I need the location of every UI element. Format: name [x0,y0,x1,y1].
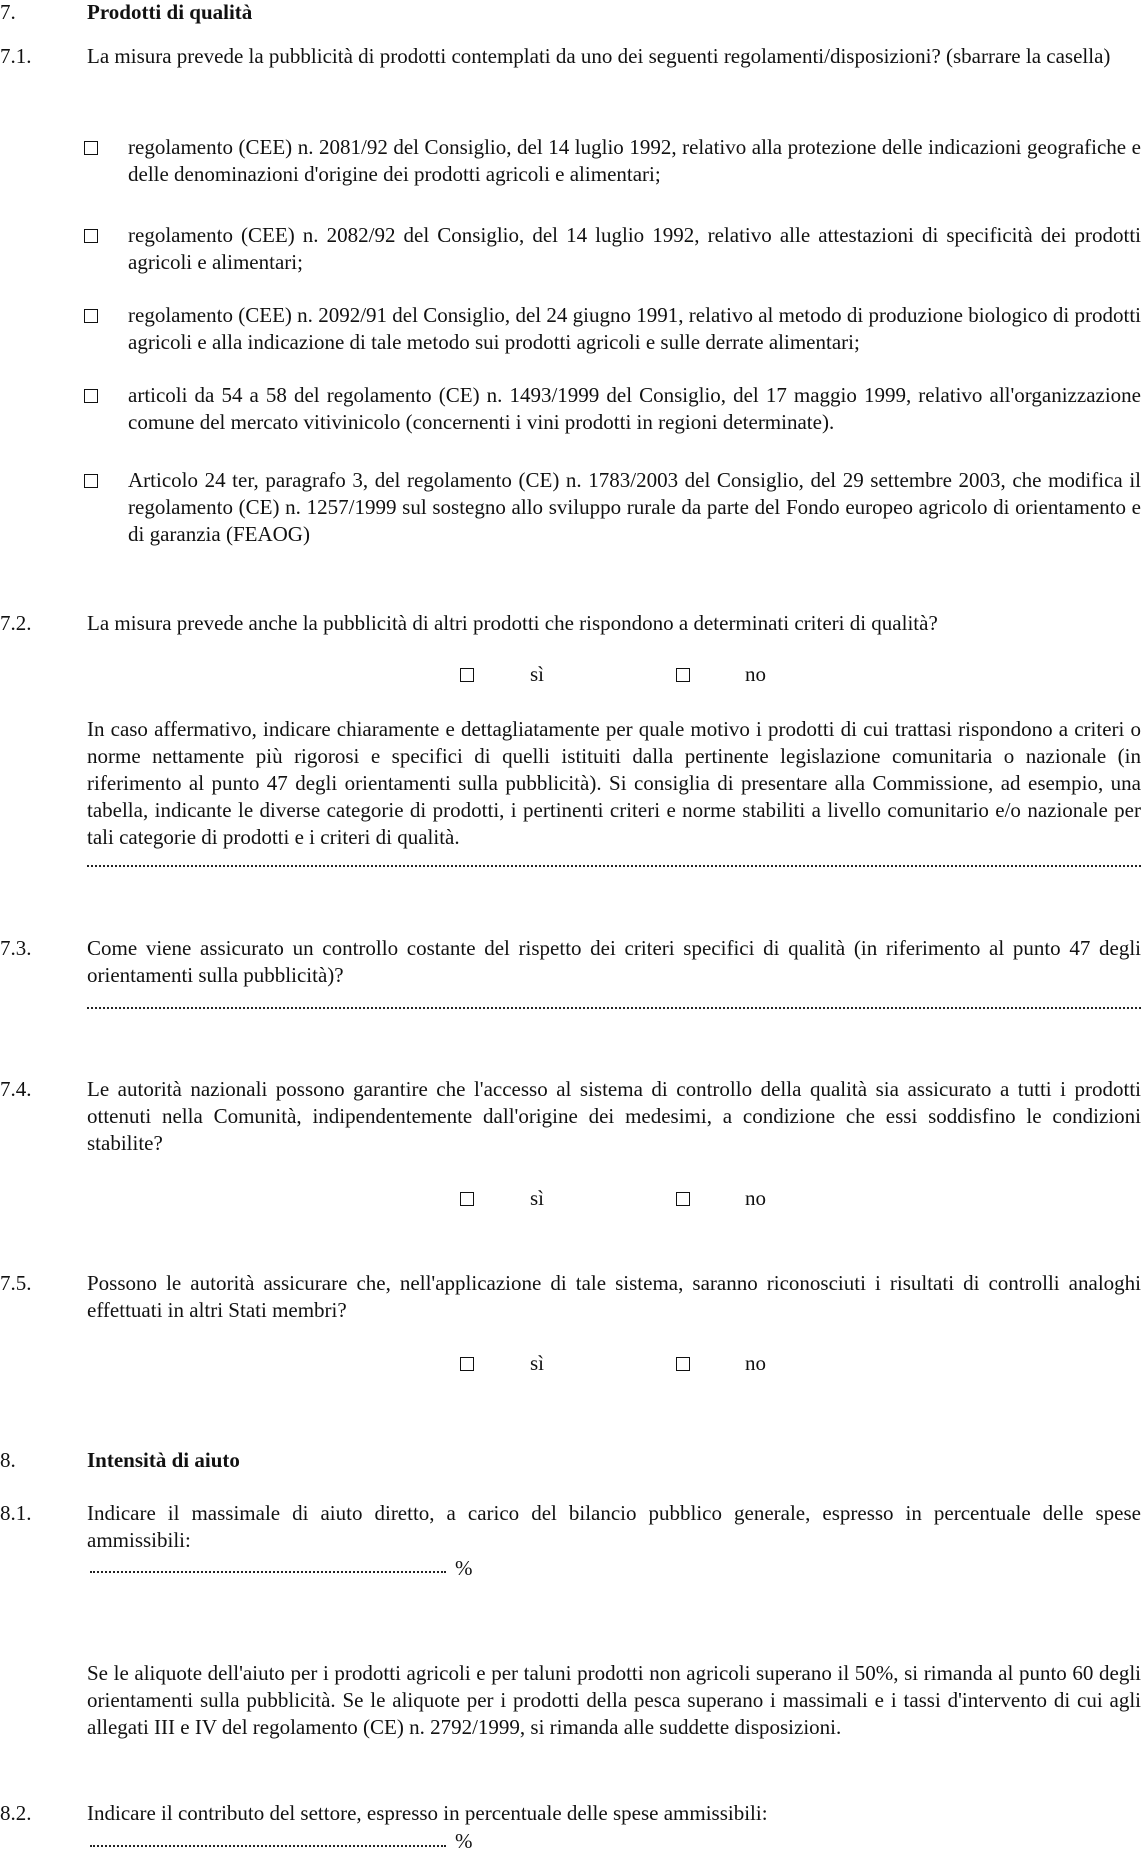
checkbox-reg-2082-92[interactable] [84,229,98,243]
question-7-1-text: La misura prevede la pubblicità di prodotti contemplati da uno dei seguenti regolamenti/disposizioni? (sbarrare la casella) [87,44,1111,68]
section-7-title: Prodotti di qualità [87,0,253,24]
option-reg-1783-2003: Articolo 24 ter, paragrafo 3, del regolamento (CE) n. 1783/2003 del Consiglio, del 29 settembre 2003, che modifica il regolamento (CE) n. 1257/1999 sul sostegno allo sviluppo rurale da parte del Fondo europeo agricolo di orientamento e di garanzia (FEAOG) [128,468,1141,546]
answer-line-8-1[interactable] [90,1571,446,1573]
percent-sign-8-2: % [455,1829,473,1853]
question-8-1-note: Se le aliquote dell'aiuto per i prodotti agricoli e per taluni prodotti non agricoli superano il 50%, si rimanda al punto 60 degli orientamenti sulla pubblicità. Se le aliquote per i prodotti della pesca superano i massimali e i tassi d'intervento di cui agli allegati III e IV del regolamento (CE) n. 2792/1999, si rimanda alle suddette disposizioni. [87,1661,1141,1739]
checkbox-7-2-no[interactable] [676,668,690,682]
checkbox-7-5-yes[interactable] [460,1357,474,1371]
question-7-4-number: 7.4. [0,1077,32,1101]
question-8-1-number: 8.1. [0,1501,32,1525]
option-reg-2082-92: regolamento (CEE) n. 2082/92 del Consiglio, del 14 luglio 1992, relativo alle attestazioni di specificità dei prodotti agricoli e alimentari; [128,223,1141,274]
section-7-number: 7. [0,0,16,24]
label-7-5-yes: sì [530,1351,545,1375]
question-7-3-number: 7.3. [0,936,32,960]
checkbox-7-4-yes[interactable] [460,1192,474,1206]
label-7-2-yes: sì [530,662,545,686]
answer-line-7-3[interactable] [87,1007,1141,1009]
question-7-5-text: Possono le autorità assicurare che, nell'applicazione di tale sistema, saranno riconosciuti i risultati di controlli analoghi effettuati in altri Stati membri? [87,1271,1141,1322]
checkbox-7-4-no[interactable] [676,1192,690,1206]
label-7-4-yes: sì [530,1186,545,1210]
answer-line-8-2[interactable] [90,1845,446,1847]
checkbox-7-2-yes[interactable] [460,668,474,682]
question-7-2-number: 7.2. [0,611,32,635]
section-8-number: 8. [0,1448,16,1472]
question-8-2-text: Indicare il contributo del settore, espresso in percentuale delle spese ammissibili: [87,1801,768,1825]
section-8-title: Intensità di aiuto [87,1448,240,1472]
question-7-4-text: Le autorità nazionali possono garantire che l'accesso al sistema di controllo della qualità sia assicurato a tutti i prodotti ottenuti nella Comunità, indipendentemente dall'origine dei medesimi, a condizione che essi soddisfino le condizioni stabilite? [87,1077,1141,1155]
option-reg-2081-92: regolamento (CEE) n. 2081/92 del Consiglio, del 14 luglio 1992, relativo alla protezione delle indicazioni geografiche e delle denominazioni d'origine dei prodotti agricoli e alimentari; [128,135,1141,186]
label-7-5-no: no [745,1351,766,1375]
question-7-2-text: La misura prevede anche la pubblicità di altri prodotti che rispondono a determinati criteri di qualità? [87,611,938,635]
option-reg-1493-1999: articoli da 54 a 58 del regolamento (CE) n. 1493/1999 del Consiglio, del 17 maggio 1999, relativo all'organizzazione comune del mercato vitivinicolo (concernenti i vini prodotti in regioni determinate). [128,383,1141,434]
question-7-5-number: 7.5. [0,1271,32,1295]
label-7-4-no: no [745,1186,766,1210]
percent-sign-8-1: % [455,1556,473,1580]
question-7-2-detail: In caso affermativo, indicare chiaramente e dettagliatamente per quale motivo i prodotti di cui trattasi rispondono a criteri o norme nettamente più rigorosi e specifici di quelli istituiti dalla pertinente legislazione comunitaria o nazionale (in riferimento al punto 47 degli orientamenti sulla pubblicità). Si consiglia di presentare alla Commissione, ad esempio, una tabella, indicante le diverse categorie di prodotti, i pertinenti criteri e norme stabiliti a livello comunitario e/o nazionale per tali categorie di prodotti e i criteri di qualità. [87,717,1141,849]
checkbox-reg-1783-2003[interactable] [84,474,98,488]
label-7-2-no: no [745,662,766,686]
checkbox-reg-1493-1999[interactable] [84,389,98,403]
question-8-1-text: Indicare il massimale di aiuto diretto, a carico del bilancio pubblico generale, espresso in percentuale delle spese ammissibili: [87,1501,1141,1552]
question-7-3-text: Come viene assicurato un controllo costante del rispetto dei criteri specifici di qualità (in riferimento al punto 47 degli orientamenti sulla pubblicità)? [87,936,1141,987]
option-reg-2092-91: regolamento (CEE) n. 2092/91 del Consiglio, del 24 giugno 1991, relativo al metodo di produzione biologico di prodotti agricoli e alla indicazione di tale metodo sui prodotti agricoli e sulle derrate alimentari; [128,303,1141,354]
question-8-2-number: 8.2. [0,1801,32,1825]
checkbox-7-5-no[interactable] [676,1357,690,1371]
answer-line-7-2[interactable] [87,865,1141,867]
checkbox-reg-2092-91[interactable] [84,309,98,323]
question-7-1-number: 7.1. [0,44,32,68]
checkbox-reg-2081-92[interactable] [84,141,98,155]
